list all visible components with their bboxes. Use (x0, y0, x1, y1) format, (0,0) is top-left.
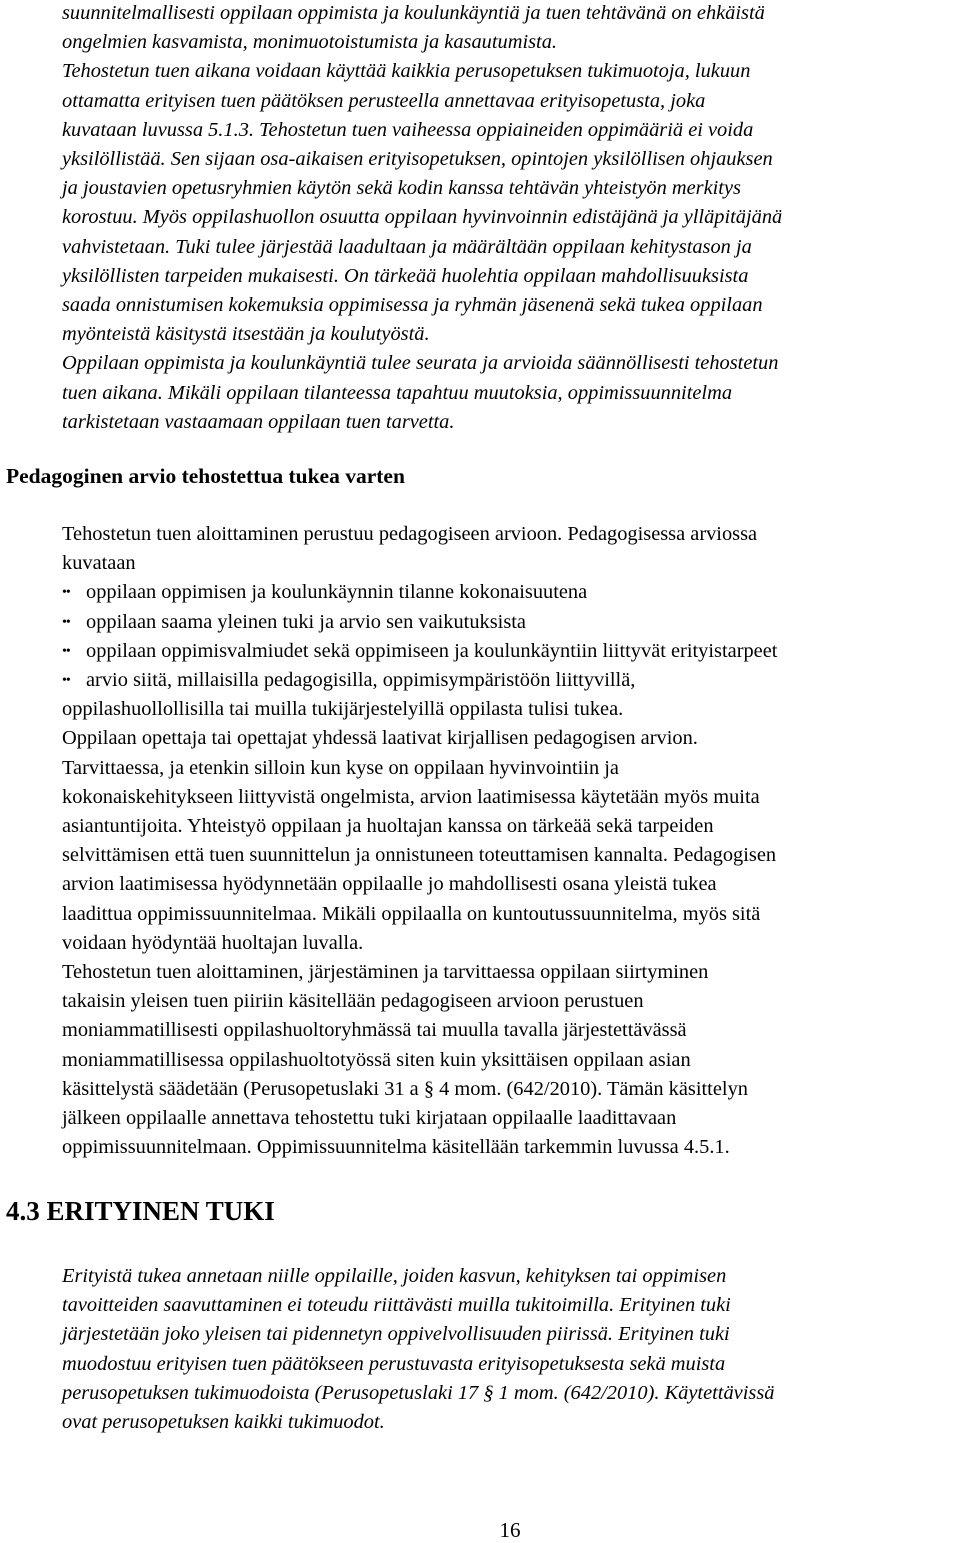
bullet-icon: •• (62, 673, 70, 689)
text-line: voidaan hyödyntää huoltajan luvalla. (62, 931, 364, 954)
list-item (62, 666, 777, 695)
bullet-icon: •• (62, 643, 70, 659)
text-line: kuvataan (62, 552, 136, 575)
page-number: 16 (499, 1518, 521, 1542)
text-line: oppimissuunnitelmaan. Oppimissuunnitelma käsitellään tarkemmin luvussa 4.5.1. (62, 1136, 730, 1159)
list-item-text: arvio siitä, millaisilla pedagogisilla, oppimisympäristöön liittyvillä, (86, 669, 636, 692)
text-line: myönteistä käsitystä itsestään ja koulutyöstä. (62, 323, 430, 346)
text-line: Oppilaan oppimista ja koulunkäyntiä tulee seurata ja arvioida säännöllisesti tehostetun (62, 352, 779, 375)
text-line: tavoitteiden saavuttaminen ei toteudu riittävästi muilla tukitoimilla. Erityinen tuki (62, 1294, 731, 1317)
text-line: moniammatillisessa oppilashuoltotyössä siten kuin yksittäisen oppilaan asian (62, 1048, 691, 1071)
text-line: ja joustavien opetusryhmien käytön sekä kodin kanssa tehtävän yhteistyön merkitys (62, 177, 741, 200)
text-line: yksilöllistää. Sen sijaan osa-aikaisen erityisopetuksen, opintojen yksilöllisen ohjauksen (62, 148, 773, 171)
paragraph-erityinen-tuki (62, 1262, 774, 1437)
text-line: Erityistä tukea annetaan niille oppilaille, joiden kasvun, kehityksen tai oppimisen (62, 1265, 727, 1287)
text-line: Tehostetun tuen aikana voidaan käyttää kaikkia perusopetuksen tukimuotoja, lukuun (62, 60, 751, 83)
text-line: perusopetuksen tukimuodoista (Perusopetuslaki 17 § 1 mom. (642/2010). Käytettävissä (62, 1381, 775, 1404)
list-item-text: oppilaan oppimisen ja koulunkäynnin tilanne kokonaisuutena (86, 581, 588, 604)
text-line: vahvistetaan. Tuki tulee järjestää laadultaan ja määrältään oppilaan kehitystason ja (62, 235, 752, 258)
list-item (62, 637, 777, 666)
paragraph-pedagoginen-arvio (62, 520, 777, 1162)
text-line: selvittämisen että tuen suunnittelun ja onnistuneen toteuttamisen kannalta. Pedagogisen (62, 844, 777, 867)
text-line: asiantuntijoita. Yhteistyö oppilaan ja huoltajan kanssa on tärkeää sekä tarpeiden (62, 815, 714, 838)
section-heading-pedagoginen-arvio: Pedagoginen arvio tehostettua tukea varten (6, 464, 405, 488)
text-line: Tehostetun tuen aloittaminen perustuu pedagogiseen arvioon. Pedagogisessa arviossa (62, 523, 758, 545)
text-line: muodostuu erityisen tuen päätökseen perustuvasta erityisopetuksesta sekä muista (62, 1352, 726, 1375)
text-line: kuvataan luvussa 5.1.3. Tehostetun tuen vaiheessa oppiaineiden oppimääriä ei voida (62, 118, 754, 141)
text-line: yksilöllisten tarpeiden mukaisesti. On tärkeää huolehtia oppilaan mahdollisuuksista (62, 264, 749, 287)
text-line: Oppilaan opettaja tai opettajat yhdessä laativat kirjallisen pedagogisen arvion. (62, 727, 698, 750)
text-line: tarkistetaan vastaamaan oppilaan tuen tarvetta. (62, 410, 455, 433)
bullet-icon: •• (62, 614, 70, 630)
text-line: ongelmien kasvamista, monimuotoistumista ja kasautumista. (62, 31, 558, 54)
text-line: tuen aikana. Mikäli oppilaan tilanteessa tapahtuu muutoksia, oppimissuunnitelma (62, 381, 733, 404)
bullet-icon: •• (62, 585, 70, 601)
text-line: Tehostetun tuen aloittaminen, järjestäminen ja tarvittaessa oppilaan siirtyminen (62, 961, 709, 984)
text-line: arvion laatimisessa hyödynnetään oppilaalle jo mahdollisesti osana yleistä tukea (62, 873, 717, 896)
text-line: saada onnistumisen kokemuksia oppimisessa ja ryhmän jäsenenä sekä tukea oppilaan (62, 294, 763, 317)
list-item (62, 578, 777, 607)
text-line: kokonaiskehitykseen liittyvistä ongelmista, arvion laatimisessa käytetään myös muita (62, 785, 760, 808)
text-line: ovat perusopetuksen kaikki tukimuodot. (62, 1411, 385, 1434)
list-item (62, 608, 777, 637)
list-item-text: oppilaan saama yleinen tuki ja arvio sen vaikutuksista (86, 610, 526, 633)
paragraph-tehostettu-tuki (62, 0, 782, 437)
text-line: laadittua oppimissuunnitelmaa. Mikäli oppilaalla on kuntoutussuunnitelma, myös sitä (62, 902, 761, 925)
text-line: oppilashuollollisilla tai muilla tukijärjestelyillä oppilasta tulisi tukea. (62, 698, 624, 721)
text-line: korostuu. Myös oppilashuollon osuutta oppilaan hyvinvoinnin edistäjänä ja ylläpitäjänä (62, 206, 783, 229)
text-line: jälkeen oppilaalle annettava tehostettu tuki kirjataan oppilaalle laadittavaan (62, 1107, 677, 1130)
text-line: järjestetään joko yleisen tai pidennetyn oppivelvollisuuden piirissä. Erityinen tuki (62, 1323, 730, 1346)
text-line: moniammatillisesti oppilashuoltoryhmässä tai muulla tavalla järjestettävässä (62, 1019, 687, 1042)
list-item-text: oppilaan oppimisvalmiudet sekä oppimiseen ja koulunkäyntiin liittyvät erityistarpeet (86, 639, 778, 662)
text-line: suunnitelmallisesti oppilaan oppimista ja koulunkäyntiä ja tuen tehtävänä on ehkäistä (62, 2, 765, 24)
section-heading-erityinen-tuki: 4.3 ERITYINEN TUKI (6, 1196, 275, 1226)
text-line: käsittelystä säädetään (Perusopetuslaki 31 a § 4 mom. (642/2010). Tämän käsittelyn (62, 1077, 748, 1100)
text-line: takaisin yleisen tuen piiriin käsitellään pedagogiseen arvioon perustuen (62, 990, 644, 1013)
text-line: Tarvittaessa, ja etenkin silloin kun kyse on oppilaan hyvinvointiin ja (62, 756, 619, 779)
text-line: ottamatta erityisen tuen päätöksen perusteella annettavaa erityisopetusta, joka (62, 89, 706, 112)
